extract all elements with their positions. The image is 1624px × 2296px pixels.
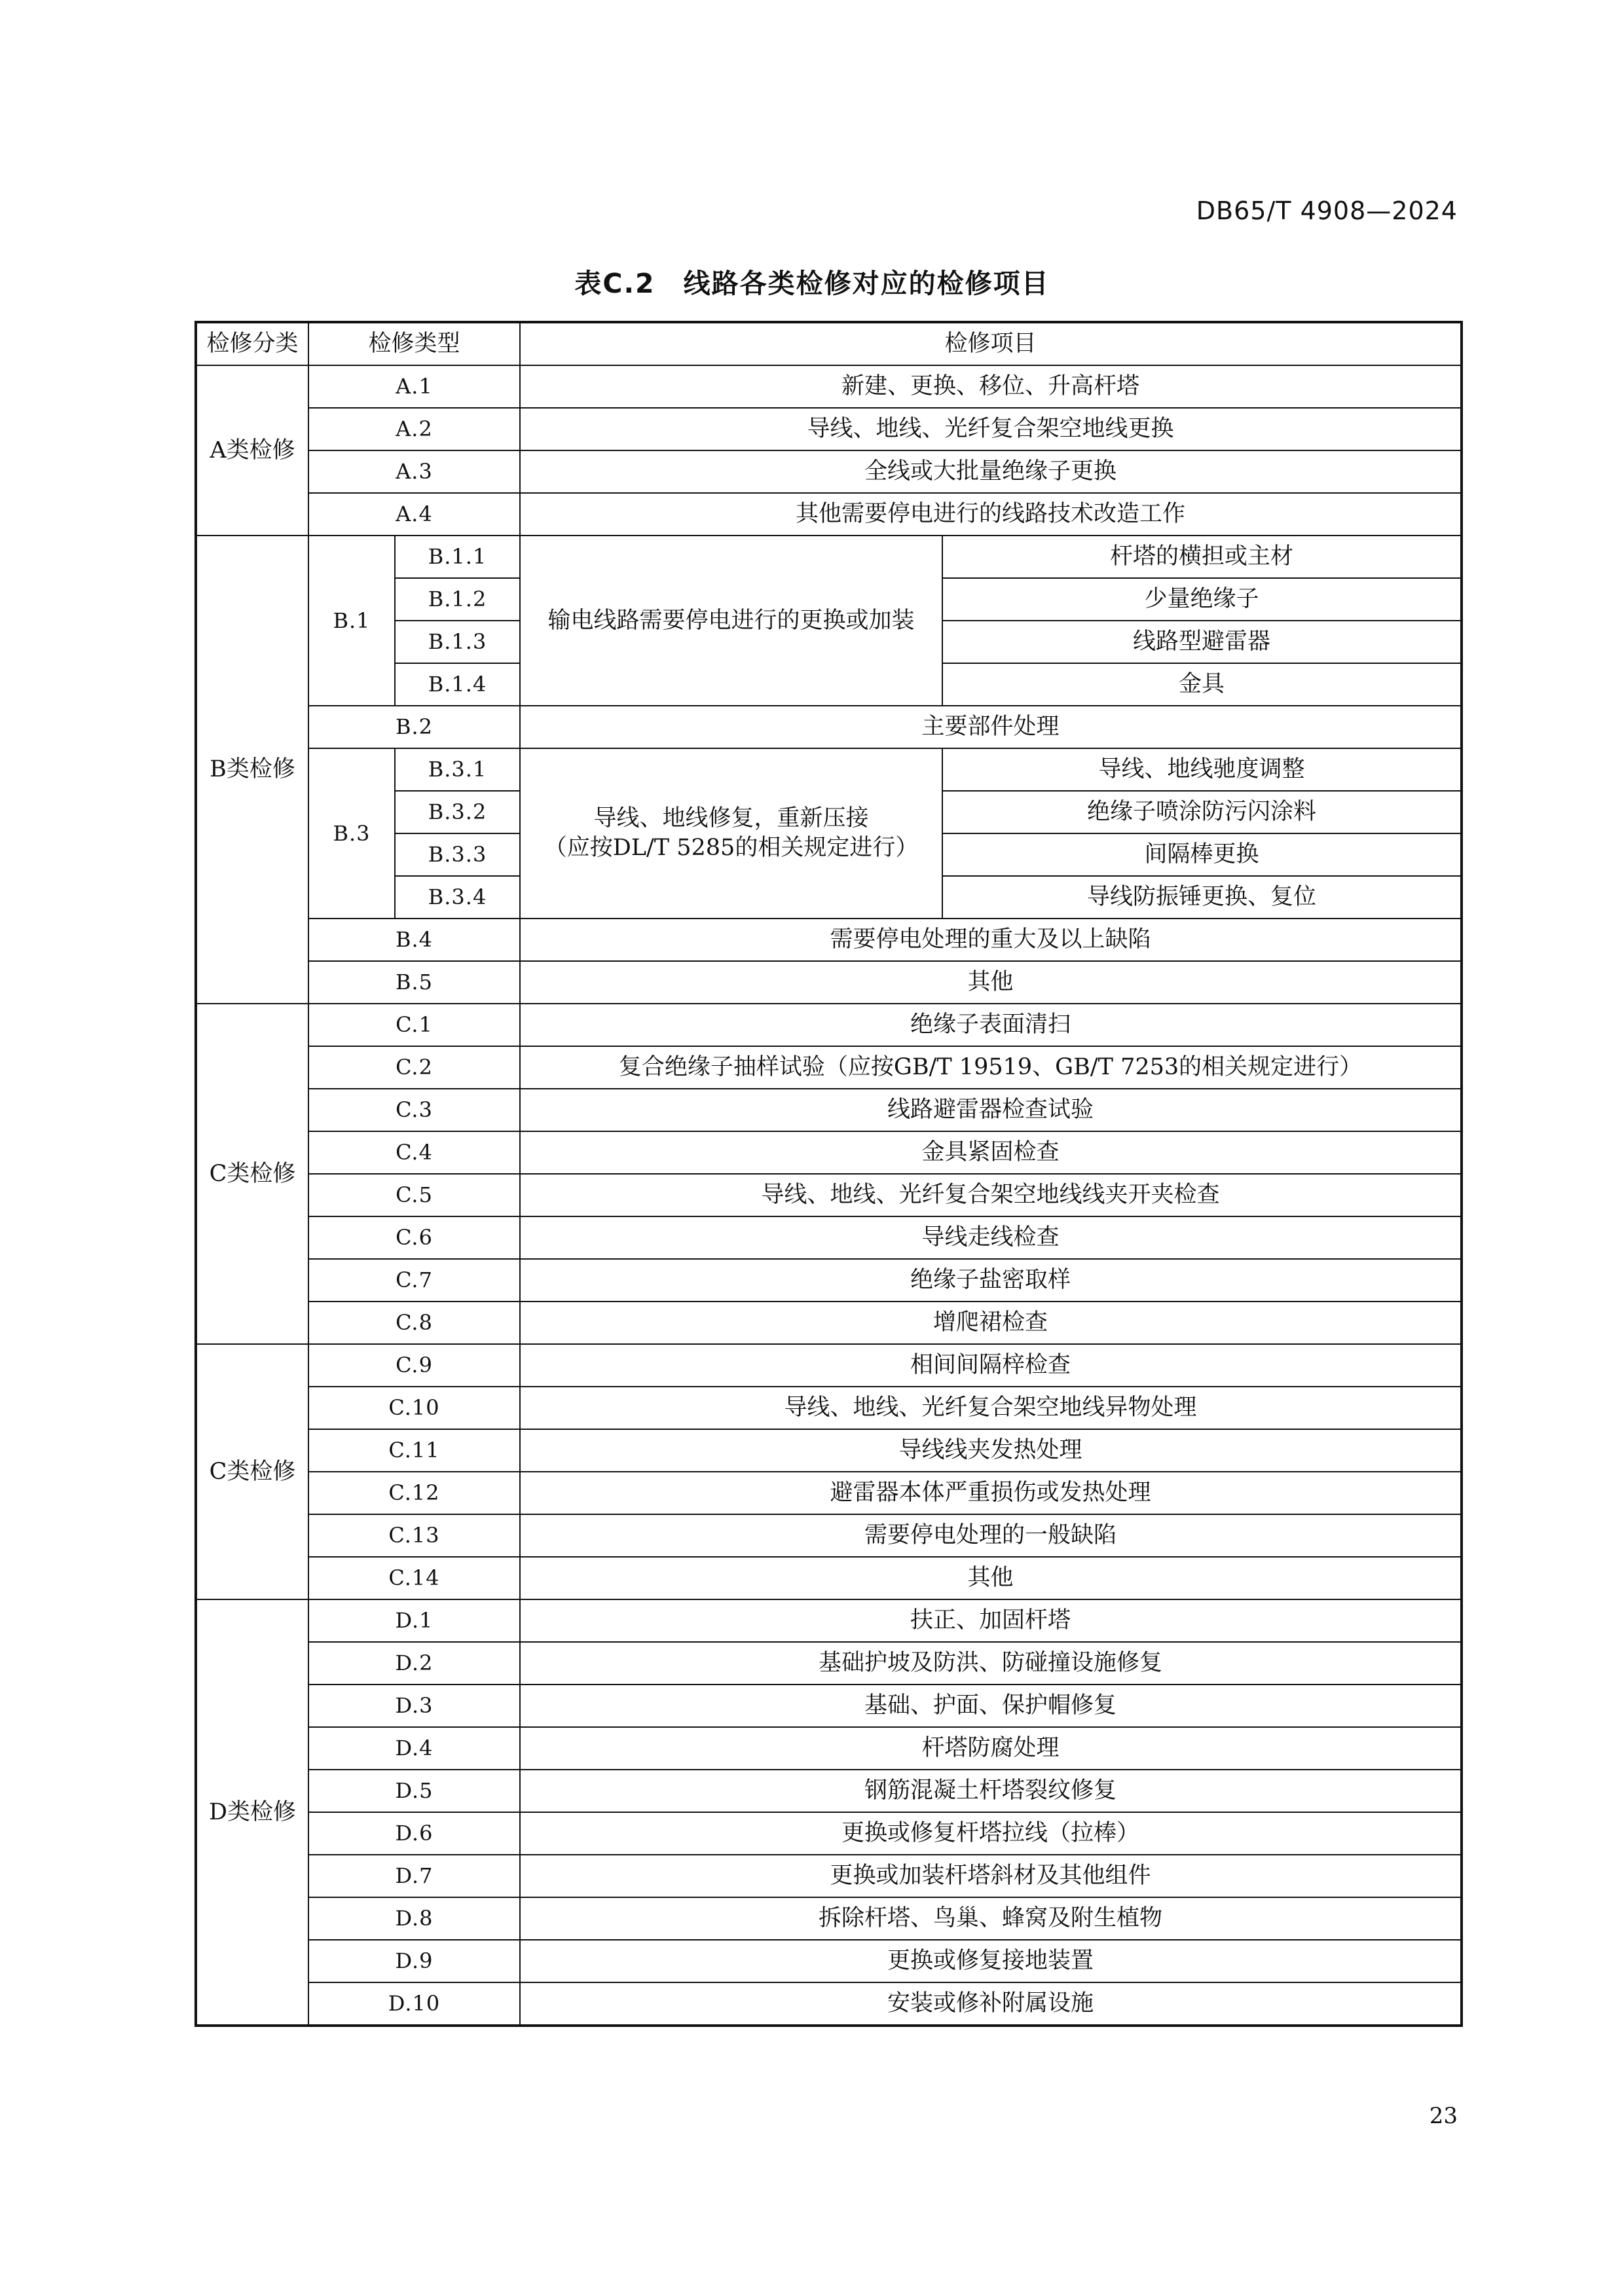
item-cell: 线路型避雷器 (942, 621, 1462, 663)
type-code: D.7 (308, 1855, 520, 1897)
type-code: D.10 (308, 1982, 520, 2026)
type-code: C.10 (308, 1387, 520, 1429)
item-cell: 增爬裙检查 (520, 1302, 1462, 1344)
type-code: C.11 (308, 1429, 520, 1472)
type-code: C.5 (308, 1174, 520, 1216)
item-cell: 拆除杆塔、鸟巢、蜂窝及附生植物 (520, 1897, 1462, 1940)
item-cell: 复合绝缘子抽样试验（应按GB/T 19519、GB/T 7253的相关规定进行） (520, 1046, 1462, 1089)
subtype-code: B.3.1 (395, 748, 520, 791)
type-code: D.8 (308, 1897, 520, 1940)
table-row (196, 536, 1462, 578)
type-code: C.3 (308, 1089, 520, 1131)
subtype-code: B.1.1 (395, 536, 520, 578)
subtype-code: B.1.3 (395, 621, 520, 663)
item-cell: 绝缘子表面清扫 (520, 1004, 1462, 1046)
item-cell: 金具紧固检查 (520, 1131, 1462, 1174)
category-cell: C类检修 (196, 1004, 308, 1344)
header-item: 检修项目 (520, 322, 1462, 365)
item-cell: 相间间隔梓检查 (520, 1344, 1462, 1387)
subtype-code: B.1.2 (395, 578, 520, 621)
item-cell: 少量绝缘子 (942, 578, 1462, 621)
category-cell: C类检修 (196, 1344, 308, 1599)
type-code: C.6 (308, 1216, 520, 1259)
item-cell: 更换或修复接地装置 (520, 1940, 1462, 1982)
table-row (196, 365, 1462, 408)
type-code: D.6 (308, 1812, 520, 1855)
type-code: B.4 (308, 919, 520, 961)
table-row (196, 1472, 1462, 1514)
type-code: D.2 (308, 1642, 520, 1685)
type-code: C.9 (308, 1344, 520, 1387)
table-row (196, 1216, 1462, 1259)
type-code: B.5 (308, 961, 520, 1004)
table-row (196, 408, 1462, 450)
item-cell: 间隔棒更换 (942, 833, 1462, 876)
item-cell: 绝缘子盐密取样 (520, 1259, 1462, 1302)
item-cell: 杆塔防腐处理 (520, 1727, 1462, 1770)
table-row (196, 1770, 1462, 1812)
category-cell: A类检修 (196, 365, 308, 536)
item-cell: 需要停电处理的重大及以上缺陷 (520, 919, 1462, 961)
item-cell: 导线、地线、光纤复合架空地线更换 (520, 408, 1462, 450)
table-row (196, 1344, 1462, 1387)
type-code: D.4 (308, 1727, 520, 1770)
table-row (196, 450, 1462, 493)
type-code: B.1 (308, 536, 395, 706)
table-row (196, 1387, 1462, 1429)
description-line: （应按DL/T 5285的相关规定进行） (544, 835, 919, 861)
type-code: D.9 (308, 1940, 520, 1982)
item-cell: 其他 (520, 961, 1462, 1004)
table-row (196, 1897, 1462, 1940)
item-cell: 导线线夹发热处理 (520, 1429, 1462, 1472)
table-row (196, 1727, 1462, 1770)
item-cell: 安装或修补附属设施 (520, 1982, 1462, 2026)
type-code: C.14 (308, 1557, 520, 1599)
type-code: C.1 (308, 1004, 520, 1046)
item-cell: 导线、地线驰度调整 (942, 748, 1462, 791)
table-row (196, 1302, 1462, 1344)
page-number: 23 (1429, 2103, 1458, 2129)
type-code: A.4 (308, 493, 520, 536)
type-code: A.3 (308, 450, 520, 493)
item-cell: 基础护坡及防洪、防碰撞设施修复 (520, 1642, 1462, 1685)
table-row (196, 493, 1462, 536)
type-code: C.8 (308, 1302, 520, 1344)
table-row (196, 1940, 1462, 1982)
type-code: D.5 (308, 1770, 520, 1812)
table-row (196, 1812, 1462, 1855)
type-code: C.7 (308, 1259, 520, 1302)
item-cell: 新建、更换、移位、升高杆塔 (520, 365, 1462, 408)
item-cell: 导线、地线、光纤复合架空地线线夹开夹检查 (520, 1174, 1462, 1216)
table-row (196, 1174, 1462, 1216)
table-row (196, 1046, 1462, 1089)
subtype-description: 输电线路需要停电进行的更换或加装 (520, 536, 942, 706)
table-row (196, 1685, 1462, 1727)
category-cell: B类检修 (196, 536, 308, 1004)
category-cell: D类检修 (196, 1599, 308, 2026)
description-line: 导线、地线修复，重新压接 (593, 805, 869, 831)
type-code: B.3 (308, 748, 395, 919)
item-cell: 需要停电处理的一般缺陷 (520, 1514, 1462, 1557)
table-row (196, 1429, 1462, 1472)
table-header-row (196, 322, 1462, 365)
header-category: 检修分类 (196, 322, 308, 365)
table-row (196, 1514, 1462, 1557)
table-row (196, 919, 1462, 961)
subtype-code: B.3.3 (395, 833, 520, 876)
type-code: A.2 (308, 408, 520, 450)
type-code: C.4 (308, 1131, 520, 1174)
item-cell: 其他 (520, 1557, 1462, 1599)
item-cell: 绝缘子喷涂防污闪涂料 (942, 791, 1462, 833)
type-code: C.2 (308, 1046, 520, 1089)
item-cell: 导线、地线、光纤复合架空地线异物处理 (520, 1387, 1462, 1429)
item-cell: 其他需要停电进行的线路技术改造工作 (520, 493, 1462, 536)
table-row (196, 1131, 1462, 1174)
header-type: 检修类型 (308, 322, 520, 365)
table-row (196, 1642, 1462, 1685)
item-cell: 避雷器本体严重损伤或发热处理 (520, 1472, 1462, 1514)
table-row (196, 1557, 1462, 1599)
item-cell: 导线走线检查 (520, 1216, 1462, 1259)
item-cell: 杆塔的横担或主材 (942, 536, 1462, 578)
subtype-code: B.1.4 (395, 663, 520, 706)
type-code: D.1 (308, 1599, 520, 1642)
type-code: C.13 (308, 1514, 520, 1557)
type-code: B.2 (308, 706, 520, 748)
item-cell: 主要部件处理 (520, 706, 1462, 748)
subtype-code: B.3.4 (395, 876, 520, 919)
table-row (196, 706, 1462, 748)
table-row (196, 1004, 1462, 1046)
table-row (196, 748, 1462, 791)
subtype-code: B.3.2 (395, 791, 520, 833)
table-row (196, 1855, 1462, 1897)
item-cell: 更换或加装杆塔斜材及其他组件 (520, 1855, 1462, 1897)
item-cell: 金具 (942, 663, 1462, 706)
table-row (196, 1259, 1462, 1302)
type-code: A.1 (308, 365, 520, 408)
subtype-description (520, 748, 942, 919)
type-code: D.3 (308, 1685, 520, 1727)
table-title: 表C.2 线路各类检修对应的检修项目 (574, 268, 1050, 299)
item-cell: 导线防振锤更换、复位 (942, 876, 1462, 919)
item-cell: 基础、护面、保护帽修复 (520, 1685, 1462, 1727)
item-cell: 更换或修复杆塔拉线（拉棒） (520, 1812, 1462, 1855)
item-cell: 全线或大批量绝缘子更换 (520, 450, 1462, 493)
document-code: DB65/T 4908—2024 (1196, 196, 1458, 225)
table-row (196, 1982, 1462, 2026)
item-cell: 扶正、加固杆塔 (520, 1599, 1462, 1642)
table-row (196, 961, 1462, 1004)
maintenance-items-table (194, 321, 1463, 2027)
table-row (196, 1599, 1462, 1642)
type-code: C.12 (308, 1472, 520, 1514)
item-cell: 线路避雷器检查试验 (520, 1089, 1462, 1131)
table-row (196, 1089, 1462, 1131)
item-cell: 钢筋混凝土杆塔裂纹修复 (520, 1770, 1462, 1812)
